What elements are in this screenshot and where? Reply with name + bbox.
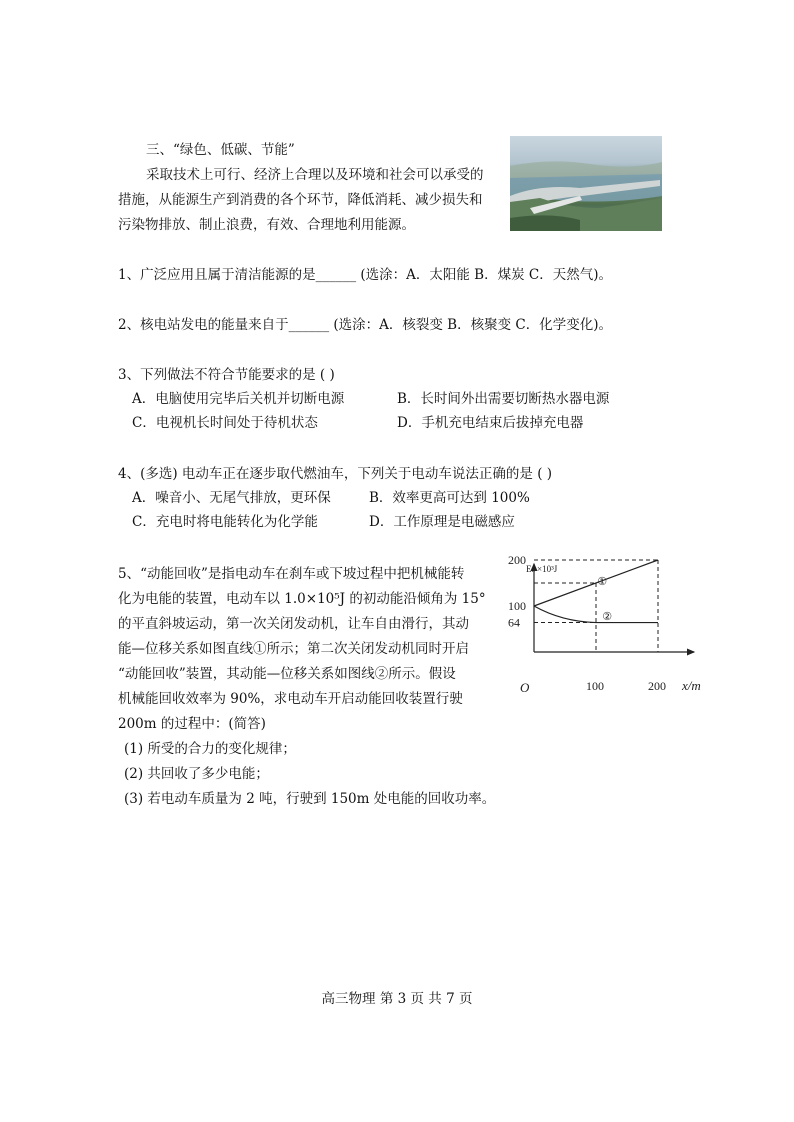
section-heading: 三、“绿色、低碳、节能” xyxy=(146,142,295,158)
question-4-stem: 4、(多选) 电动车正在逐步取代燃油车，下列关于电动车说法正确的是 ( ) xyxy=(118,466,553,482)
question-3-option-c: C．电视机长时间处于待机状态 xyxy=(132,415,318,431)
question-5-line-3: 的平直斜坡运动，第一次关闭发动机，让车自由滑行，其动 xyxy=(118,616,469,632)
intro-line-3: 污染物排放、制止浪费，有效、合理地利用能源。 xyxy=(118,217,415,233)
question-3-option-b: B．长时间外出需要切断热水器电源 xyxy=(397,391,610,407)
question-5-line-6: 机械能回收效率为 90%，求电动车开启动能回收装置行驶 xyxy=(118,691,463,707)
question-4-option-b: B．效率更高可达到 100% xyxy=(369,490,530,506)
question-5-sub-2: (2) 共回收了多少电能； xyxy=(124,766,269,782)
question-5-line-1: 5、“动能回收”是指电动车在刹车或下坡过程中把机械能转 xyxy=(118,566,465,582)
dam-photo-drawing xyxy=(510,136,662,231)
series-1-label: ① xyxy=(597,575,608,588)
question-3-option-a: A．电脑使用完毕后关机并切断电源 xyxy=(132,391,345,407)
origin-label: O xyxy=(520,680,530,695)
intro-line-1: 采取技术上可行、经济上合理以及环境和社会可以承受的 xyxy=(146,167,484,183)
series-2-label: ② xyxy=(602,610,613,623)
y-tick-label-64: 64 xyxy=(508,615,520,630)
question-5-sub-3: (3) 若电动车质量为 2 吨，行驶到 150m 处电能的回收功率。 xyxy=(124,791,496,807)
kinetic-energy-chart xyxy=(498,556,718,706)
question-5-sub-1: (1) 所受的合力的变化规律； xyxy=(124,741,296,757)
y-axis-label: Eₖ ×10³J xyxy=(526,564,558,574)
y-tick-label-100: 100 xyxy=(508,599,526,613)
page-footer: 高三物理 第 3 页 共 7 页 xyxy=(321,991,473,1007)
question-3-stem: 3、下列做法不符合节能要求的是 ( ) xyxy=(118,367,335,383)
kinetic-energy-chart-svg xyxy=(498,556,718,706)
question-5-line-7: 200m 的过程中：(简答) xyxy=(118,716,266,732)
question-4-option-c: C．充电时将电能转化为化学能 xyxy=(132,514,318,530)
intro-line-2: 措施，从能源生产到消费的各个环节，降低消耗、减少损失和 xyxy=(118,192,483,208)
x-tick-label-200: 200 xyxy=(648,679,666,693)
question-4-option-a: A．噪音小、无尾气排放，更环保 xyxy=(132,490,331,506)
question-5-line-5: “动能回收”装置，其动能—位移关系如图线②所示。假设 xyxy=(118,666,456,682)
x-tick-label-100: 100 xyxy=(586,679,604,693)
question-4-option-d: D．工作原理是电磁感应 xyxy=(369,514,515,530)
question-5-line-4: 能—位移关系如图直线①所示；第二次关闭发动机同时开启 xyxy=(118,641,469,657)
question-5-line-2: 化为电能的装置，电动车以 1.0×10⁵J 的初动能沿倾角为 15° xyxy=(118,591,486,607)
y-tick-label-200: 200 xyxy=(508,556,526,567)
x-axis-label: x/m xyxy=(682,678,701,693)
dam-landscape-photo xyxy=(510,136,662,231)
question-1: 1、广泛应用且属于清洁能源的是______ (选涂：A．太阳能 B．煤炭 C．天然气)。 xyxy=(118,267,612,283)
question-2: 2、核电站发电的能量来自于______ (选涂：A．核裂变 B．核聚变 C．化学变化)。 xyxy=(118,317,612,333)
question-3-option-d: D．手机充电结束后拔掉充电器 xyxy=(397,415,584,431)
